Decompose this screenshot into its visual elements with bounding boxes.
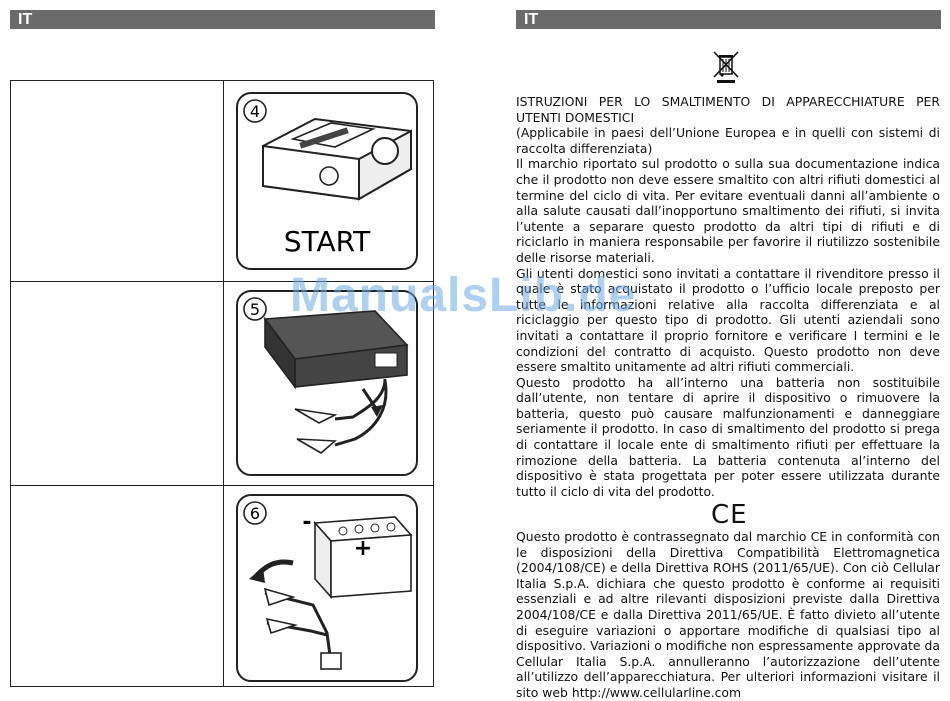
step-description-cell [11,485,224,687]
step-description-cell [11,81,224,281]
step-row-6 [11,485,433,687]
crossed-out-wheelie-bin-icon [711,48,741,84]
section-header-right: IT [516,10,941,29]
step-number: 4 [249,102,261,121]
start-label: START [283,225,371,258]
minus-sign: - [302,510,312,535]
steps-table [10,80,434,687]
disposal-instructions: ISTRUZIONI PER LO SMALTIMENTO DI APPARECCHIATURE PER UTENTI DOMESTICI (Applicabile in paesi dell’Unione Europea e in quelli con sistemi di raccolta differenziata) Il marchio riportato sul prodotto o sulla sua documentazione indica che il prodotto non deve essere smaltito con altri rifiuti domestici al termine del ciclo di vita. Per evitare eventuali danni all’ambiente o alla salute causati dall’inopportuno smaltimento dei rifiuti, si invita l’utente a separare questo prodotto da altri tipi di rifiuti e di riciclarlo in maniera responsabile per favorire il riutilizzo sostenibile delle risorse materiali. Gli utenti domestici sono invitati a contattare il rivenditore presso il quale è stato acquistato il prodotto o l’ufficio locale preposto per tutte le informazioni relative alla raccolta differenziata e al riciclaggio per questo tipo di prodotto. Gli utenti aziendali sono invitati a contattare il proprio fornitore e verificare I termini e le condizioni del contratto di acquisto. Questo prodotto non deve essere smaltito unitamente ad altri rifiuti commerciali. Questo prodotto ha all’interno una batteria non sostituibile dall’utente, non tentare di aprire il dispositivo o rimuovere la batteria, questo può causare malfunzionamenti e danneggiare seriamente il prodotto. In caso di smaltimento del prodotto si prega di contattare il locale ente di smaltimento rifiuti per effettuare la rimozione della batteria. La batteria contenuta al’interno del dispositivo è stata progettata per poter essere utilizzata durante tutto il ciclo di vita del prodotto. [516,94,940,499]
power-icon [320,167,338,185]
start-button-illustration [235,91,419,271]
ce-mark: CE [711,500,748,530]
plus-sign: + [353,536,373,561]
ce-conformity-text: Questo prodotto è contrassegnato dal marchio CE in conformità con le disposizioni della Direttiva Compatibilità Elettromagnetica (2004/108/CE) e della Direttiva ROHS (2011/65/UE). Con ciò Cellular Italia S.p.A. dichiara che questo prodotto è conforme ai requisiti essenziali e ad altre rilevanti disposizioni previste dalla Direttiva 2004/108/CE e dalla Direttiva 2011/65/UE. È fatto divieto all’utente di eseguire variazioni o apportare modifiche di qualsiasi tipo al dispositivo. Variazioni o modifiche non espressamente approvate da Cellular Italia S.p.A. annulleranno l’autorizzazione dell’utente all’utilizzo dell’apparecchiatura. Per ulteriori informazioni visitare il sito web http://www.cellularline.com [516,529,940,700]
section-header-left: IT [10,10,435,29]
step-row-4 [11,81,433,282]
watermark: ManualsLib.de [290,269,637,322]
step-description-cell [11,281,224,485]
step-number: 6 [249,504,261,523]
step-number: 5 [249,300,261,319]
remove-clamps-from-battery-illustration [235,493,419,683]
